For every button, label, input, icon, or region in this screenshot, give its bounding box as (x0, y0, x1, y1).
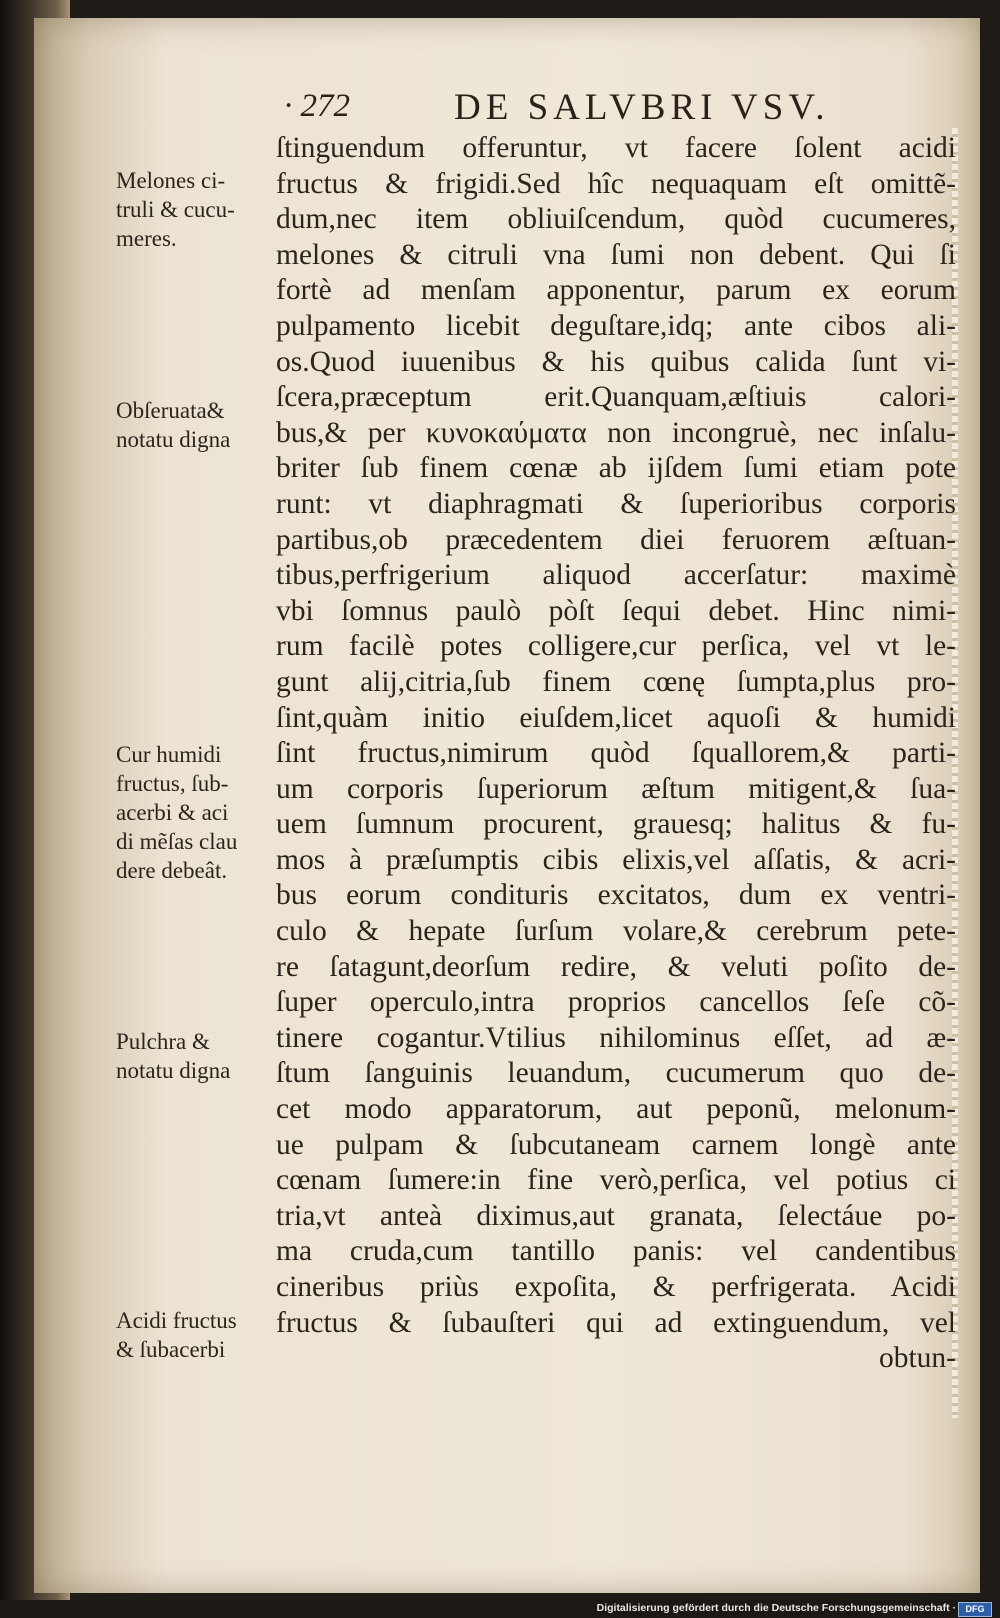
body-line: cet modo apparatorum, aut peponũ, melonum- (276, 1093, 956, 1126)
body-line: ue pulpam & ſubcutaneam carnem longè ante (276, 1128, 956, 1161)
margin-note-melones (116, 166, 276, 253)
body-line: fructus & frigidi.Sed hîc nequaquam eſt omittẽ- (276, 167, 956, 200)
margin-note-line: di mẽſas clau (116, 829, 238, 854)
running-head: DE SALVBRI VSV. (454, 87, 830, 128)
body-line: uem ſumnum procurent, grauesq; halitus & fu- (276, 808, 956, 841)
body-line: fructus & ſubauſteri qui ad extinguendum, vel (276, 1306, 956, 1339)
margin-note-obseruata (116, 396, 276, 454)
body-line: bus,& per κυνοκαύματα non incongruè, nec inſalu- (276, 416, 956, 449)
body-line: tria,vt anteà diximus,aut granata, ſelectáue po- (276, 1199, 956, 1232)
body-line: melones & citruli vna ſumi non debent. Qui ſi (276, 238, 956, 271)
margin-note-line: Obſeruata& (116, 398, 225, 423)
margin-note-line: acerbi & aci (116, 800, 229, 825)
body-line: re ſatagunt,deorſum redire, & veluti poſito de- (276, 950, 956, 983)
margin-note-line: fructus, ſub- (116, 771, 229, 796)
body-text (276, 131, 956, 1377)
digitization-footer (0, 1600, 1000, 1618)
body-line: briter ſub finem cœnæ ab ijſdem ſumi etiam pote (276, 452, 956, 485)
margin-note-cur-humidi (116, 740, 276, 885)
body-line: dum,nec item obliuiſcendum, quòd cucumeres, (276, 203, 956, 236)
body-line: um corporis ſuperiorum æſtum mitigent,& ſua- (276, 772, 956, 805)
body-line: bus eorum condituris excitatos, dum ex ventri- (276, 879, 956, 912)
margin-note-line: meres. (116, 226, 177, 251)
margin-note-line: Pulchra & (116, 1029, 210, 1054)
body-line: ma cruda,cum tantillo panis: vel candentibus (276, 1235, 956, 1268)
body-line: ſtinguendum offeruntur, vt facere ſolent acidi (276, 132, 956, 164)
page-number: · 272 (284, 88, 350, 124)
body-line: vbi ſomnus paulò pòſt ſequi debet. Hinc nimi- (276, 594, 956, 627)
page-header (278, 86, 978, 134)
margin-note-pulchra (116, 1027, 276, 1085)
margin-note-line: dere debeât. (116, 858, 228, 883)
margin-note-line: Melones ci- (116, 168, 226, 193)
margin-note-line: notatu digna (116, 427, 231, 452)
margin-note-line: notatu digna (116, 1058, 231, 1083)
body-line: pulpamento licebit deguſtare,idq; ante cibos ali- (276, 309, 956, 342)
margin-note-line: Cur humidi (116, 742, 222, 767)
body-line: cineribus priùs expoſita, & perfrigerata. Acidi (276, 1271, 956, 1303)
catchword: obtun- (878, 1342, 956, 1375)
body-line: culo & hepate ſurſum volare,& cerebrum pete- (276, 915, 956, 948)
footer-credit: Digitalisierung gefördert durch die Deutsche Forschungsgemeinschaft · (596, 1602, 956, 1614)
body-line: partibus,ob præcedentem diei feruorem æſtuan- (276, 523, 956, 556)
body-line: os.Quod iuuenibus & his quibus calida ſunt vi- (276, 345, 956, 378)
body-line: ſtum ſanguinis leuandum, cucumerum quo de- (276, 1057, 956, 1090)
body-line: ſint,quàm initio eiuſdem,licet aquoſi & humidi (276, 701, 956, 734)
body-line: ſint fructus,nimirum quòd ſquallorem,& parti- (276, 737, 956, 770)
body-line: gunt alij,citria,ſub finem cœnę ſumpta,plus pro- (276, 665, 956, 698)
body-line: ſcera,præceptum erit.Quanquam,æſtiuis calori- (276, 381, 956, 414)
body-line: tibus,perfrigerium aliquod accerſatur: maximè (276, 559, 956, 592)
margin-note-line: & ſubacerbi (116, 1337, 226, 1362)
margin-note-line: truli & cucu- (116, 197, 235, 222)
body-line: rum facilè potes colligere,cur perſica, vel vt le- (276, 630, 956, 663)
body-line: tinere cogantur.Vtilius nihilominus eſſet, ad æ- (276, 1021, 956, 1054)
margin-note-acidi (116, 1306, 276, 1364)
margin-note-line: Acidi fructus (116, 1308, 237, 1333)
body-line: fortè ad menſam apponentur, parum ex eorum (276, 274, 956, 307)
dfg-logo-icon: DFG (958, 1602, 992, 1617)
body-line: mos à præſumptis cibis elixis,vel aſſatis, & acri- (276, 843, 956, 876)
body-line: ſuper operculo,intra proprios cancellos ſeſe cõ- (276, 986, 956, 1019)
body-line: runt: vt diaphragmati & ſuperioribus corporis (276, 487, 956, 520)
body-line: cœnam ſumere:in fine verò,perſica, vel potius ci (276, 1164, 956, 1197)
